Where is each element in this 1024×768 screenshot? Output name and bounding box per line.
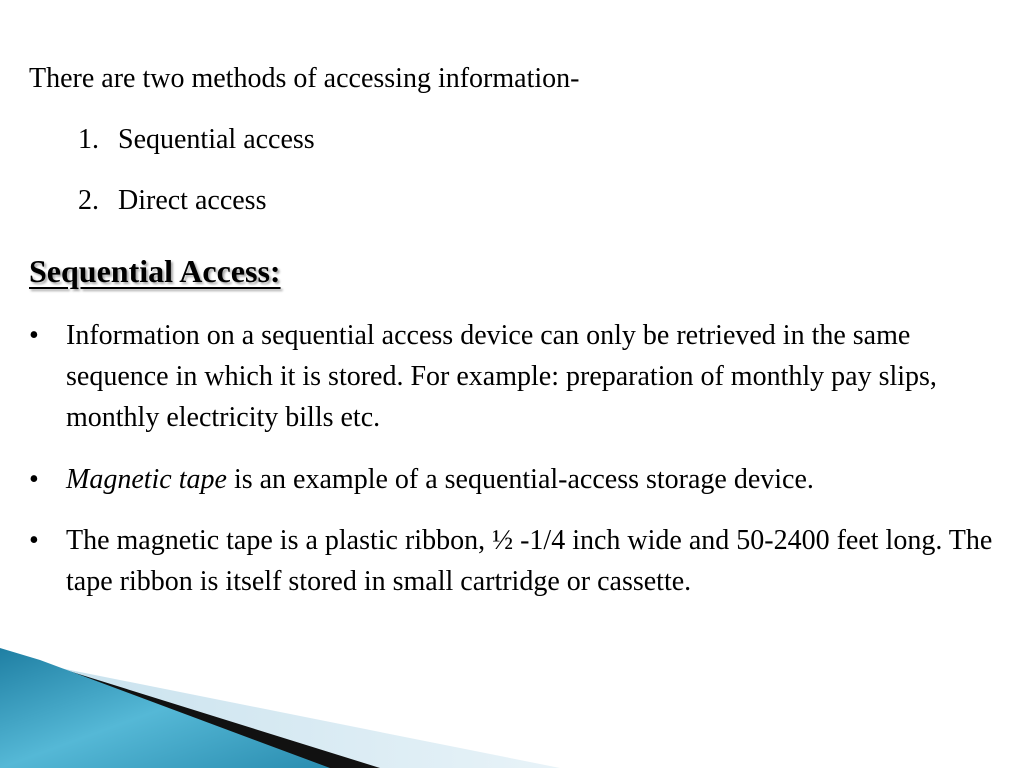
bullet-text-rest: is an example of a sequential-access storage device. [226, 464, 814, 495]
method-item-direct [78, 182, 266, 220]
method-number: 2. [78, 185, 99, 216]
bullet-item [29, 315, 1009, 438]
section-heading: Sequential Access: [29, 253, 281, 289]
intro-text: There are two methods of accessing information- [29, 63, 580, 94]
bullet-item [29, 459, 1009, 500]
bullet-text: Information on a sequential access device can only be retrieved in the same sequence in which it is stored. For example: preparation of monthly pay slips, monthly electricity bills etc. [66, 320, 937, 433]
bullet-item [29, 520, 1009, 602]
bullet-icon: • [29, 525, 39, 556]
bullet-icon: • [29, 320, 39, 351]
method-item-sequential [78, 121, 315, 159]
method-label: Sequential access [118, 124, 315, 155]
bullet-text: The magnetic tape is a plastic ribbon, ½ -1/4 inch wide and 50-2400 feet long. The tape ribbon is itself stored in small cartridge or cassette. [66, 525, 993, 597]
bullet-icon: • [29, 464, 39, 495]
method-number: 1. [78, 124, 99, 155]
bullet-italic-term: Magnetic tape [66, 464, 227, 495]
method-label: Direct access [118, 185, 267, 216]
bullet-text [66, 459, 1009, 500]
